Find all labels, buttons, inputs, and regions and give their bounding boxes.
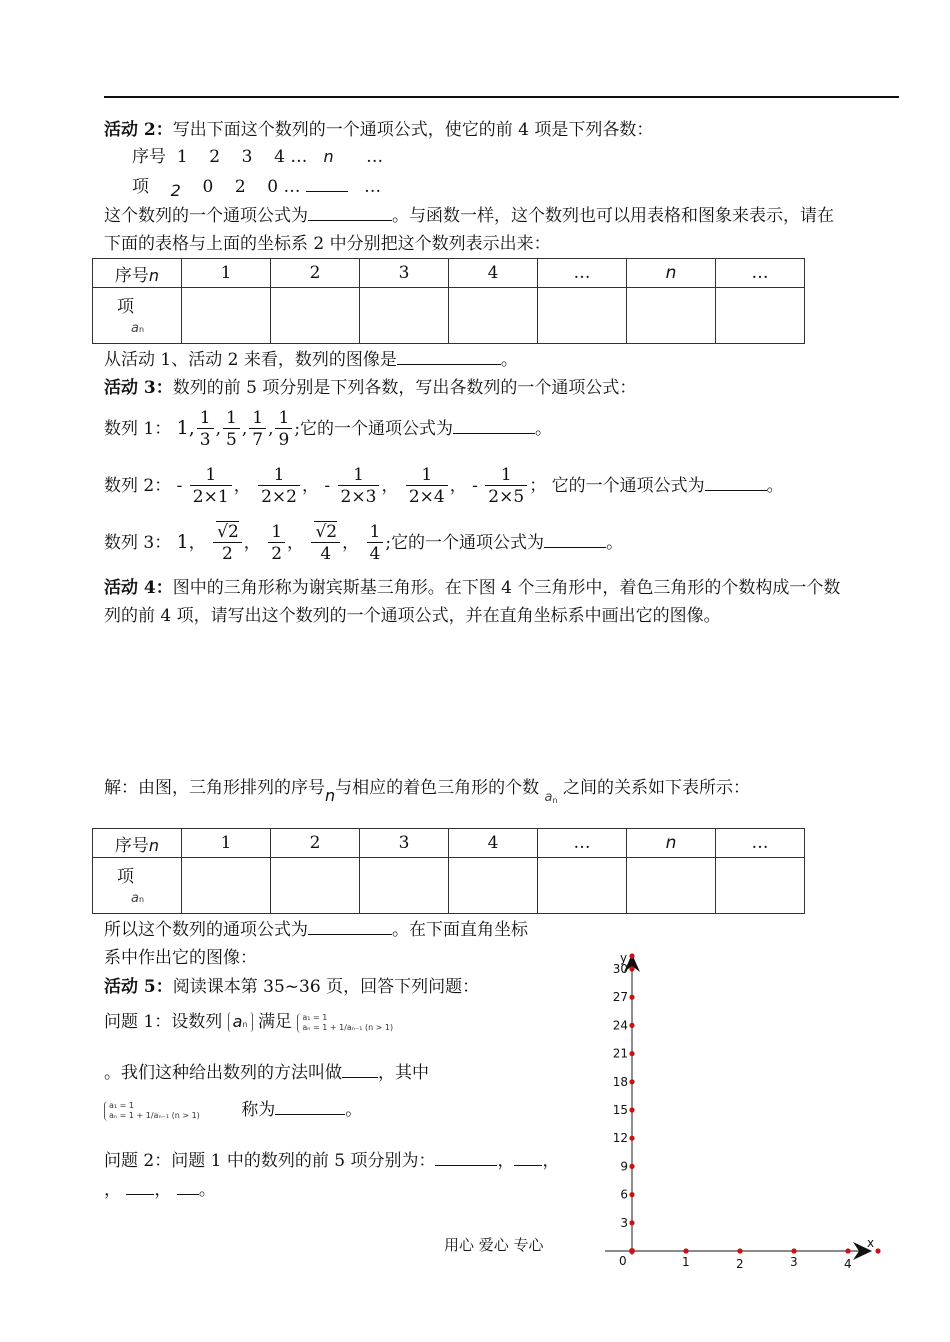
x-tick-point xyxy=(737,1248,742,1253)
act2-heading xyxy=(104,118,653,142)
coordinate-graph[interactable] xyxy=(595,940,895,1280)
y-tick-point xyxy=(629,966,634,971)
table-cell[interactable] xyxy=(360,858,449,914)
table-cell[interactable] xyxy=(627,858,716,914)
act5-q2: 问题 2：问题 1 中的数列的前 5 项分别为： ， ， xyxy=(104,1151,560,1171)
act3-seq1: 数列 1： 1, $\frac{1}{3}$ , $\frac{1}{5}$ , $\frac{1}{7}$ , $\frac{1}{9}$ ;它的一个通项公式为 。 xyxy=(104,408,553,450)
act3-blank-seq2[interactable] xyxy=(705,474,767,491)
act5-blank-name[interactable] xyxy=(275,1098,345,1115)
table-head-label: 序号n xyxy=(93,829,182,858)
act3-heading: 活动 3：数列的前 5 项分别是下列各数，写出各数列的一个通项公式： xyxy=(104,378,637,398)
x-tick-label: 3 xyxy=(790,1255,798,1269)
act2-title: 活动 2： xyxy=(104,120,173,140)
x-tick-label: 4 xyxy=(844,1257,852,1271)
recurrence-system: a₁ = 1 aₙ = 1 + 1/aₙ₋₁ (n > 1) xyxy=(297,1013,393,1033)
x-axis-end-point xyxy=(875,1248,880,1253)
table-cell[interactable] xyxy=(271,288,360,344)
act4-solution: 解：由图，三角形排列的序号n与相应的着色三角形的个数 $_{an}$ 之间的关系如下表所示： xyxy=(104,778,750,805)
act4-line-2: 列的前 4 项，请写出这个数列的一个通项公式，并在直角坐标系中画出它的图像。 xyxy=(104,606,721,626)
act5-blank-term4[interactable] xyxy=(177,1178,199,1195)
y-axis-label: y xyxy=(620,951,628,965)
y-tick-point xyxy=(629,1136,634,1141)
table-cell[interactable] xyxy=(271,858,360,914)
table-cell[interactable] xyxy=(538,288,627,344)
act2-para-2: 下面的表格与上面的坐标系 2 中分别把这个数列表示出来： xyxy=(104,234,551,254)
table-cell[interactable] xyxy=(182,288,271,344)
table-cell[interactable] xyxy=(449,858,538,914)
x-tick-label: 2 xyxy=(736,1257,744,1271)
y-tick-label: 27 xyxy=(612,990,628,1005)
act4-after-2: 系中作出它的图像： xyxy=(104,948,257,968)
act3-seq2: 数列 2： - $\frac{1}{2\times 1}$ ， $\frac{1}{2\times 2}$ ， - $\frac{1}{2\times 3}$ ， $\frac{1}{2\times 4}$ ， - $\frac{1}{2\times 5}$ ； 它的一个通项公式为 。 xyxy=(104,465,784,507)
y-tick-label: 21 xyxy=(612,1046,628,1061)
table-cell[interactable] xyxy=(716,288,805,344)
act5-q1: 问题 1：设数列 an 满足 a₁ = 1 aₙ = 1 + 1/aₙ₋₁ (n > 1) xyxy=(104,1012,394,1032)
table-cell[interactable] xyxy=(182,858,271,914)
y-tick-point xyxy=(629,1164,634,1169)
act4-after-1: 所以这个数列的通项公式为 。在下面直角坐标 xyxy=(104,920,528,940)
x-tick-point xyxy=(791,1248,796,1253)
header-rule xyxy=(104,96,899,98)
y-tick-label: 3 xyxy=(620,1215,628,1230)
y-tick-label: 30 xyxy=(612,962,628,976)
origin-point xyxy=(629,1248,635,1254)
y-tick-label: 6 xyxy=(620,1187,628,1202)
act2-blank-term[interactable] xyxy=(306,175,348,192)
act5-q2-cont: ， ， 。 xyxy=(104,1180,216,1200)
act5-q1-naming: a₁ = 1 aₙ = 1 + 1/aₙ₋₁ (n > 1) 称为 。 xyxy=(104,1093,362,1127)
act2-blank-formula[interactable] xyxy=(308,204,392,221)
act4-line-1: 活动 4：图中的三角形称为谢宾斯基三角形。在下图 4 个三角形中，着色三角形的个数构成一个数 xyxy=(104,578,841,598)
act5-blank-term3[interactable] xyxy=(126,1178,154,1195)
act3-blank-seq1[interactable] xyxy=(453,417,535,434)
act2-blank-graph[interactable] xyxy=(397,348,501,365)
act2-text: 写出下面这个数列的一个通项公式，使它的前 4 项是下列各数： xyxy=(172,120,654,140)
table-cell[interactable] xyxy=(627,288,716,344)
sequence-an: an xyxy=(228,1012,253,1032)
act2-term-row: 项 2 0 2 0 … … xyxy=(132,177,382,200)
table-row-label: 项 an xyxy=(93,288,182,344)
y-tick-point xyxy=(629,1023,634,1028)
y-tick-point xyxy=(629,1079,634,1084)
table-row-label: 项 an xyxy=(93,858,182,914)
y-tick-point xyxy=(629,1051,634,1056)
recurrence-system-2: a₁ = 1 aₙ = 1 + 1/aₙ₋₁ (n > 1) xyxy=(104,1101,200,1121)
y-tick-label: 12 xyxy=(612,1131,628,1146)
x-tick-point xyxy=(683,1248,688,1253)
x-tick-point xyxy=(845,1248,850,1253)
act2-conclusion: 从活动 1、活动 2 来看，数列的图像是 。 xyxy=(104,350,518,370)
act2-table: 序号n 1 2 3 4 … n … 项 an xyxy=(92,258,805,344)
x-axis-label: x xyxy=(867,1236,875,1250)
act3-blank-seq3[interactable] xyxy=(544,531,606,548)
act2-para-1: 这个数列的一个通项公式为 。与函数一样，这个数列也可以用表格和图象来表示，请在 xyxy=(104,206,834,226)
act4-table: 序号n 1 2 3 4 … n … 项 an xyxy=(92,828,805,914)
y-tick-point xyxy=(629,1107,634,1112)
y-tick-point xyxy=(629,1220,634,1225)
table-cell[interactable] xyxy=(716,858,805,914)
footer-motto: 用心 爱心 专心 xyxy=(444,1236,544,1254)
act5-blank-term1[interactable] xyxy=(435,1149,497,1166)
table-cell[interactable] xyxy=(449,288,538,344)
act3-seq3: 数列 3： 1， $\frac{√2}{2}$ ， $\frac{1}{2}$ ， $\frac{√2}{4}$ ， $\frac{1}{4}$ ;它的一个通项公式为 。 xyxy=(104,522,624,564)
origin-label: 0 xyxy=(619,1254,627,1268)
x-tick-label: 1 xyxy=(682,1255,690,1269)
table-cell[interactable] xyxy=(360,288,449,344)
table-head-label: 序号n xyxy=(93,259,182,288)
y-axis-end-point xyxy=(629,953,634,958)
act5-heading: 活动 5：阅读课本第 35~36 页，回答下列问题： xyxy=(104,977,480,997)
act4-blank-formula[interactable] xyxy=(308,918,392,935)
act5-blank-term2[interactable] xyxy=(514,1149,542,1166)
y-tick-point xyxy=(629,995,634,1000)
act5-blank-method[interactable] xyxy=(342,1061,378,1078)
table-cell[interactable] xyxy=(538,858,627,914)
y-tick-label: 9 xyxy=(620,1159,628,1174)
y-tick-point xyxy=(629,1192,634,1197)
act2-index-row: 序号 1 2 3 4 … n … xyxy=(132,147,384,167)
y-tick-label: 18 xyxy=(612,1074,628,1089)
y-tick-label: 15 xyxy=(612,1103,628,1117)
y-tick-label: 24 xyxy=(612,1018,628,1033)
act5-q1-cont: 。我们这种给出数列的方法叫做 ，其中 xyxy=(104,1063,429,1083)
